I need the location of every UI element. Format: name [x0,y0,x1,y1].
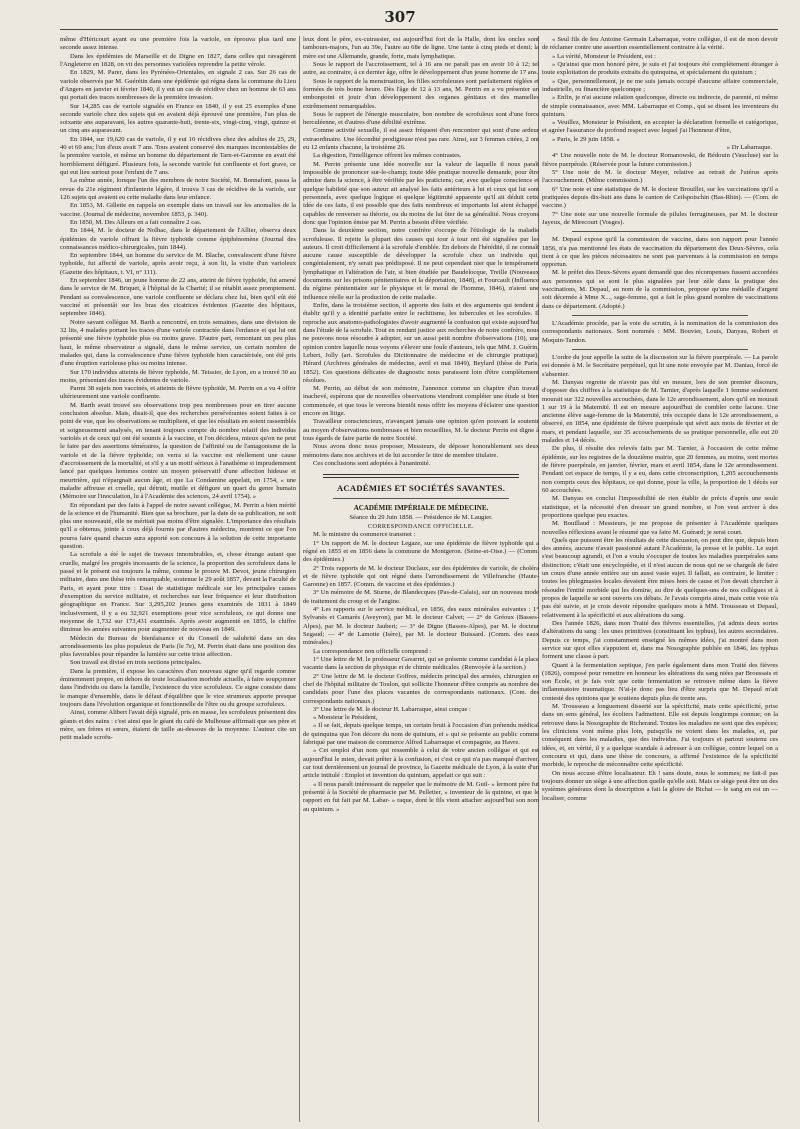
paragraph: M. Depaul expose qu'il la commission de vaccine, dans son rapport pour l'année 1856, n'a pas mentionné les états de vaccination du département des Deux-Sèvres, cela tient à ce que les pièces nécessaires ne sont pas parvenues à la commission en temps opportun. [542,236,778,269]
paragraph: 7° Une note sur une nouvelle formule de pilules ferrugineuses, par M. le docteur Jayeux, de Mirecourt (Vosges). [542,210,778,226]
paragraph: 1° Un rapport de M. le docteur Legaze, sur une épidémie de fièvre typhoïde qui a régné en 1855 et en 1856 dans la commune de Montgeron. (Seine-et-Oise.) — (Comm. des épidémies.) [303,539,539,564]
paragraph: Notre savant collègue M. Barth a rencontré, en trois semaines, dans une division de 32 lits, 4 malades portant les traces d'une variole contractée dans l'enfance et qui lui ont présenté une fièvre typhoïde plus ou moins grave. D'autre part, remontant un peu plus haut, le même observateur a signalé, dans le même service, un certain nombre de malades qui, dans la convalescence d'une fièvre typhoïde bien caractérisée, ont été pris d'une éruption varioleuse plus ou moins intense. [60,318,296,368]
paragraph: 5° Une note de M. le docteur Meyer, relative au retrait de l'utérus après l'accouchement. (Même commission.) [542,169,778,185]
paragraph: La correspondance non officielle comprend : [313,647,432,655]
column-middle [303,36,539,1122]
paragraph: Travailleur consciencieux, n'avançant jamais une opinion qu'en pouvant la soutenir au moyen d'observations nombreuses et bien recueillies, M. le docteur Perrin est digne à tous égards de faire partie de notre Société. [303,418,539,442]
paragraph: leux dont le père, ex-cuirassier, est aujourd'hui fort de la Halle, dont les oncles sont tambours-majors, l'un au 39e, l'autre au 68e de ligne. Une tante à cinq pieds et demi; la mère est une Allemande, grande, forte, mais lymphatique. [303,36,539,60]
paragraph: La même année, lorsque l'un des membres de notre Société, M. Bonnafont, passa la revue du 21e régiment d'infanterie légère, il trouva 3 cas de récidive de la variole, sur 126 sujets qui avaient eu cette maladie dans leur enfance. [60,177,296,201]
paragraph: Son travail est divisé en trois sections principales. [70,659,202,667]
paragraph: En répondant par des faits à l'appel de notre savant collègue, M. Perrin a bien mérité de la science et de l'humanité. Bien que sa brochure, par la date de sa publication, ne soit plus une nouveauté, elle ne méritait pas moins d'être signalée. L'importance des résultats qu'il a obtenus, jointe à ceux déjà fournis par d'autres médecins, montrent ce que l'on pourra faire quand chacun aura apporté son concours à la solution de cette importante question. [60,501,296,551]
paragraph: En 1853, M. Gillette en rappela un exemple dans un travail sur les anomalies de la vaccine. (Journal de médecine, novembre 1853, p. 340). [60,202,296,218]
paragraph: L'Académie procède, par la voie du scrutin, à la nomination de la commission des correspondants nationaux. Sont nommés : MM. Bouvier, Louis, Danyau, Robert et Moquin-Tandon. [542,320,778,344]
paragraph: 2° Trois rapports de M. le docteur Duclaux, sur des épidémies de variole, de choléra et de fièvre typhoïde qui ont régné dans l'arrondissement de Villefranche (Haute-Garonne) en 1857. (Comm. de vaccine et des épidémies.) [303,564,539,589]
page-number: 307 [384,8,416,26]
short-rule [572,315,748,316]
column-left [60,36,296,1122]
letter-signature: » Dr Labarraque. [726,144,772,152]
paragraph: Enfin, dans la troisième section, il apporte des faits et des arguments qui tendent à établir qu'il y a identité parfaite entre le rachitisme, les tubercules et les scrofules. Il reproche aux anatomo-pathologistes d'avoir augmenté la confusion qui existe aujourd'hui dans l'étude de la scrofule. Tout en rendant justice aux recherches de notre confrère, nous ne pouvons nous résoudre à adopter, sur un aussi petit nombre d'observations (10), une opinion contre laquelle nous voyons s'élever une foule d'auteurs, tels que MM. J. Guérin, Lebert, Jolly (art. Scrofules du Dictionnaire de médecine et de chirurgie pratique), Hérard (Archives générales de médecine, avril et mai 1849), Beylard (thèse de Paris, 1852). Ces questions délicates de diagnostic nous paraissent loin d'être complètement résolues. [303,302,539,384]
paragraph: De plus, il résulte des relevés faits par M. Tarnier, à l'occasion de cette même épidémie, sur les registres de la douzième mairie, que 20 femmes, au moins, sont mortes de fièvre puerpérale, en janvier, février, mars et avril 1854, dans le 12e arrondissement. Pendant cet espace de temps, il y a eu, dans cette circonscription, 1,205 accouchements non compris ceux des hôpitaux, ce qui donne, pour la ville, la proportion de 1 décès sur 60 accouchées. [542,445,778,494]
paragraph: En septembre 1844, un homme du service de M. Blache, convalescent d'une fièvre typhoïde, fut affecté de variole, après avoir reçu, à son lit, la visite d'un varioleux (Gazette des hôpitaux, t. VI, n° 111). [60,252,296,276]
paragraph: 3° Une lettre de M. le docteur H. Labarraque, ainsi conçue : [313,705,471,713]
paragraph: En 1829, M. Parer, dans les Pyrénées-Orientales, en signale 2 cas. Sur 26 cas de variole observés par M. Guérétin dans une épidémie qui régna dans la commune du Lieu d'Angers en janvier et février 1840, il y eut un cas de récidive chez un homme de 63 ans qui portait des traces nombreuses de la première invasion. [60,69,296,102]
correspondence-label: CORRESPONDANCE OFFICIELLE. [368,523,474,531]
paragraph: En 1844, sur 19,620 cas de variole, il y eut 10 récidives chez des adultes de 25, 29, 40 et 60 ans; l'un d'eux avait 7 ans. Tous avaient conservé des marques incontestables de la première variole, et même un homme du département de Tarn-et-Garonne en avait été horriblement défiguré. Plusieurs fois, la seconde variole fut confluente et fort grave, ce qui eut lieu surtout pour l'enfant de 7 ans. [60,135,296,176]
section-subheading: ACADÉMIE IMPÉRIALE DE MÉDECINE. [353,504,489,513]
paragraph: Des l'année 1826, dans mon Traité des fièvres essentielles, j'ai admis deux sortes d'altérations du sang : les unes primitives (constituant les typhus), les autres secondaires. Depuis ce temps, j'ai constamment enseigné les mêmes idées, j'ai montré dans mon service sur quoi elles s'appuient et, dans ma Nosographie publiée en 1846, les typhus forment une classe à part. [542,619,778,661]
paragraph: « Seul fils de feu Antoine Germain Labarraque, votre collègue, il est de mon devoir de réclamer contre une assertion essentiellement contraire à la vérité. [542,36,778,52]
paragraph: » La vérité, Monsieur le Président, est : [552,52,656,60]
header-rule [60,29,778,30]
paragraph: M. Perrin présente une idée nouvelle sur la valeur de laquelle il nous paraît impossible de prononcer sur-le-champ; toute idée pratique nouvelle demande, pour être admise dans la science, à être vérifiée par les praticiens; car, avec quelque conscience et quelque habileté que son auteur ait analysé les faits antérieurs à lui et ceux qui lui sont personnels, avec quelque logique et quelque légitimité apparente qu'il ait déduit cette idée de ces faits, il est possible que des faits nombreux et importants lui aient échappé, capables de renverser sa théorie, ou du moins de lui ôter de sa généralité. Nous croyons donc que l'opinion émise par M. Perrin a besoin d'être vérifiée. [303,160,539,226]
paragraph: Dans les épidémies de Marseille et de Digne en 1827, dans celles qui ravagèrent l'Angleterre en 1828, on vit des personnes variolées reprendre la petite vérole. [60,52,296,68]
paragraph: » Enfin, je n'ai aucune relation quelconque, directe ou indirecte, de parenté, ni même de simple connaissance, avec MM. Labarraque et Comp., qui se disent les inventeurs du quinium. [542,94,778,118]
paragraph: Sous le rapport de l'accroissement, tel à 16 ans ne paraît pas en avoir 10 à 12; tel autre, au contraire, à ce dernier âge, offre le développement d'un jeune homme de 17 ans. [303,60,539,77]
paragraph: En 1850, M. Des Alleurs en a fait connaître 2 cas. [70,218,202,226]
paragraph: même d'Héricourt ayant eu une première fois la variole, en éprouva plus tard une seconde assez intense. [60,36,296,52]
paragraph: La digestion, l'intelligence offrent les mêmes contrastes. [313,152,462,160]
column-right [542,36,778,1122]
paragraph: » Que, personnellement, je ne me suis jamais occupé d'aucune affaire commerciale, industrielle, ou financière quelconque ; [542,77,778,93]
paragraph: Dans la deuxième section, notre confrère s'occupe de l'étiologie de la maladie scrofuleuse. Il rejette la plupart des causes qui tour à tour ont été signalées par les auteurs. Il croit difficilement à la scrofule d'emblée. En dehors de l'hérédité, il ne connaît aucune cause susceptible de développer la scrofule chez un individu qui, congénialement, n'y serait pas prédisposé. Il ne peut cependant nier que le tempérament lymphatique et l'altération de l'air, si bien étudiée par Baudelocque, Treille (Nouveaux documents sur les prisons pénitentiaires et la déportation, 1848), et Fourcault (Influence du régime pénitentiaire sur le physique et le moral de l'homme, 1846), n'aient une influence réelle sur la production de cette maladie. [303,227,539,301]
short-rule [333,498,509,499]
paragraph: Dans la première, il expose les caractères d'un nouveau signe qu'il regarde comme éminemment propre, en dehors de toute localisation morbide actuelle, à faire soupçonner dans l'individu ou dans la famille, l'existence du vice scrofuleux. Ce signe consiste dans le manque d'ensemble, dans le défaut d'équilibre que le vice strumeux apporte presque toujours dans l'évolution organique et fonctionnelle de l'être ou du groupe scrofuleux. [60,667,296,708]
paragraph: 6° Une note et une statistique de M. le docteur Brouillet, sur les vaccinations qu'il a pratiquées depuis dix-huit ans dans le canton de Ceilspoischin (Bas-Rhin). — (Com. de vaccine.) [542,185,778,210]
paragraph: Sous le rapport de l'énergie musculaire, bon nombre de scrofuleux sont d'une force herculéenne, et d'autres d'une débilité extrême. [303,110,539,127]
short-rule [572,231,748,232]
column-divider [299,36,300,1122]
paragraph: « Il nous paraît intéressant de rappeler que le mémoire de M. Guil- » lermont père fut présenté à la Société de pharmacie par M. Pelletier, » inventeur de la quinine, et que le rapport en fut fait par M. Labar- » raque, dont le fils vient attacher aujourd'hui son nom au quinium. » [303,780,539,813]
paragraph: M. Danyau regrette de n'avoir pas été en mesure, lors de son premier discours, d'opposer des chiffres à la statistique de M. Tarnier, d'après laquelle 1 femme seulement mourait sur 322 nouvelles accouchées, dans le 12e arrondissement, alors qu'il en mourait 1 sur 19 à la Maternité. Il est en mesure aujourd'hui de combler cette lacune. Une ancienne élève sage-femme de la Maternité, très occupée dans le 12e arrondissement, a observé, en 1854, une épidémie de fièvre puerpérale qui sévit aux mois de février et de mars, et pendant laquelle, sur 35 accouchements de sa pratique personnelle, elle eut 20 malades et 14 décès. [542,378,778,445]
paragraph: » Qu'ainsi que mon honoré père, je suis et j'ai toujours été complètement étranger à toute exploitation de produits extraits du quinquina, et spécialement du quinium ; [542,60,778,77]
paragraph: M. Bouillaud : Messieurs, je me propose de présenter à l'Académie quelques nouvelles réflexions avant le résumé que va faire M. Guérard; je serai court. [542,520,778,536]
paragraph: « Monsieur le Président, [313,714,378,722]
paragraph: Sous le rapport de la menstruation, les filles scrofuleuses sont parfaitement réglées et formées de très bonne heure. Dès l'âge de 12 à 13 ans, M. Perrin en a vu présenter un embonpoint et jouir d'un développement des organes génitaux et des mamelles extrêmement remarquables. [303,77,539,110]
paragraph: Quant à la fermentation septique, j'en parle également dans mon Traité des fièvres (1826), composé pour remettre en honneur les altérations du sang niées par Broussais et son École, et je fais voir que cette fermentation se retrouve même dans la fièvre inflammatoire traumatique. N'ai-je donc pas lieu d'être surpris que M. Depaul m'ait contesté des opinions que je soutiens depuis plus de trente ans. [542,661,778,702]
paragraph: 4° Les rapports sur le service médical, en 1856, des eaux minérales suivantes : 1° Sylvanès et Camarès (Aveyron), par M. le docteur Calvet; — 2° de Gréoux (Basses-Alpes), par M. le docteur Jaubert; — 3° de Digne (Basses-Alpes), par M. le docteur Segaud; — 4° de Lamotte (Isère), par M. le docteur Buissard. (Comm. des eaux minérales.) [303,606,539,647]
session-line: Séance du 29 Juin 1858. — Présidence de M. Laugier. [349,514,493,522]
paragraph: En 1844, M. le docteur de Nolhac, dans le département de l'Allier, observa deux épidémies de variole offrant la fièvre typhoïde comme épiphénomène (Journal des connaissances médico-chirurgicales, juin 1844). [60,227,296,251]
paragraph: Nous avons donc nous proposer, Messieurs, de déposer honorablement ses deux mémoires dans nos archives et de lui accorder le titre de membre titulaire. [303,443,539,459]
paragraph: On nous accuse d'être localisateur. Eh ! sans doute, nous le sommes; ne fait-il pas toujours donner un siège à une affection quelle qu'elle soit. Mais ce siège peut être un des systèmes généraux dont la description a fait la gloire de Bichat — le sang en est un — localiser, comme [542,769,778,802]
short-rule [572,349,748,350]
paragraph: 2° Une lettre de M. le docteur Goffres, médecin principal des armées, chirurgien en chef de l'hôpital militaire de Toulon, qui sollicite l'honneur d'être compris au nombre des candidats pour l'une des places vacantes de correspondants nationaux. (Com. des correspondants nationaux.) [303,672,539,705]
paragraph: M. Barth avait trouvé ses observations trop peu nombreuses pour en tirer aucune conclusion absolue. Mais, disait-il, que des recherches persévérantes soient faites à ce point de vue, que les observations se multiplient, et que les résultats en soient rassemblés et soigneusement analysés, en tenant toujours compte du nombre relatif des individus variolés et de ceux qui ont été soumis à la vaccine, et l'on décidera, mieux qu'on ne peut le faire par des assertions téméraires, la question de l'affinité ou de l'antagonisme de la variole et de la fièvre typhoïde; on verra si la vaccine est réellement une cause d'accroissement de la mortalité, et s'il y a un motif sérieux à l'anathème si imprudemment lancé par quelques hommes contre un moyen préservatif d'une affection hideuse et meurtrière, qui n'épargnait aucun âge, et que La Condamine appelait, en 1754, « une maladie affreuse et cruelle, qui détruit, mutile et défigure un quart du genre humain (Mémoire sur l'inoculation, lu à l'Académie des sciences, 24 avril 1754). » [60,401,296,501]
paragraph: 4° Une nouvelle note de M. le docteur Romanowski, de Bédouin (Vaucluse) sur la fièvre puerpérale. (Réservée pour la future commission.) [542,152,778,168]
paragraph: Sur 170 individus atteints de fièvre typhoïde, M. Teissier, de Lyon, en a trouvé 30 au moins, présentant des traces évidentes de variole. [60,368,296,384]
paragraph: M. le préfet des Deux-Sèvres ayant demandé que des récompenses fussent accordées aux personnes qui se sont le plus signalées par leur zèle dans la pratique des vaccinations, M. Depaul, au nom de la commission, propose qu'une médaille d'argent soit décernée à Mme X..., sage-femme, qui a fait le plus grand nombre de vaccinations dans ce département. (Adopté.) [542,269,778,310]
letter-date: » Paris, le 29 juin 1858. » [552,135,620,143]
paragraph: » Cet emploi d'un nom qui ressemble à celui de votre ancien collègue et qui est aujourd'hui le mien, devait prêter à la confusion, et c'est ce qui n'a pas manqué d'arriver, car tout dernièrement un journal de province, la Gazette médicale de Lyon, à la suite d'un article intitulé : Emploi et invention du quinium, appelait ce qui suit : [303,747,539,780]
paragraph: 1° Une lettre de M. le professeur Gavarret, qui se présente comme candidat à la place vacante dans la section de physique et de chimie médicales. (Renvoyée à la section.) [303,655,539,672]
paragraph: Comme activité sexuelle, il est assez fréquent d'en rencontrer qui sont d'une ardeur extraordinaire. Une fécondité prodigieuse n'est pas rare. Ainsi, sur 3 femmes citées, 2 ont eu 12 enfants chacune, la troisième 26. [303,127,539,152]
paragraph: » Veuillez, Monsieur le Président, en accepter la déclaration formelle et catégorique, et agréer l'assurance du profond respect avec lequel j'ai l'honneur d'être, [542,119,778,135]
paragraph: Ces conclusions sont adoptées à l'unanimité. [313,459,431,467]
paragraph: Quels que puissent être les résultats de cette discussion, on peut dire que, depuis bien des années, aucune n'avait passionné autant l'Académie, la presse et le public. Le sujet s'est beaucoup agrandi, et l'on a voulu s'occuper de toutes les maladies puerpérales sans distinction; c'était une encyclopédie, et il n'est aucun de nous qui ne se chargeât de faire un cours d'une année entière sur un aussi vaste sujet. Il fallait, au contraire, le limiter : toutes les phlegmasies locales devaient être mises hors de cause et l'on devait chercher à résoudre l'entité morbide qui les domine, au dire de quelques-uns de nos collègues et à propos de laquelle se sont ouverts ces débats. Je l'avais compris ainsi, mais cette voie n'a pas été suivie, et je crois devoir répondre quelques mots à MM. Trousseau et Depaul, relativement à la spécificité et aux altérations du sang. [542,536,778,619]
paragraph: L'ordre du jour appelle la suite de la discussion sur la fièvre puerpérale. — La parole est donnée à M. le Secrétaire perpétuel, qui lit une note envoyée par M. Dantau, forcé de s'absenter. [542,353,778,378]
paragraph: La scrofule a été le sujet de travaux innombrables, et, chose étrange autant que cruelle, malgré les progrès incessants de la science, la proportion des scrofuleux dans le passé et le présent est toujours la même, comme le prouve M. Devot, jeune chirurgien militaire, dans une thèse très remarquable, soutenue le 29 août 1857, devant la Faculté de Paris, et ayant pour titre : Essai de statistique médicale sur les principales causes d'exemption du service militaire, et recherches sur leur fréquence et leur distribution géographique en France. Sur 3,295,202 jeunes gens examinés de 1831 à 1849 inclusivement, il y a eu 32,921 exemptions pour vice scrofuleux, ce qui donne une moyenne de 1,732 sur 173,431 examinés. Après avoir augmenté en 1855, le chiffre diminue les années suivantes pour augmenter de nouveau en 1849. [60,551,296,634]
section-heading: ACADÉMIES ET SOCIÉTÉS SAVANTES. [336,483,506,494]
paragraph: Parmi 38 sujets non vaccinés, et atteints de fièvre typhoïde, M. Perrin en a vu 4 offrir ultérieurement une variole confluente. [60,385,296,401]
section-rule [323,474,519,478]
paragraph: M. Danyau en conclut l'impossibilité de rien établir de précis d'après une seule statistique, et la nécessité d'en dresser un grand nombre, si l'on veut arriver à des proportions quelque peu exactes. [542,495,778,519]
paragraph: Sur 14,285 cas de variole signalés en France en 1840, il y eut 25 exemples d'une seconde variole chez des sujets qui en avaient déjà éprouvé une première, l'un plus de soixante ans auparavant, les autres quarante-huit, trente-six, vingt-cinq, vingt, quinze et un cinq ans auparavant. [60,102,296,135]
paragraph: En septembre 1846, un jeune homme de 22 ans, atteint de fièvre typhoïde, fut amené dans le service de M. Briquet, à l'hôpital de la Charité; il se rétablit assez promptement. Pendant sa convalescence, une variole confluente se déclara chez lui, bien qu'il eût été vacciné et présentât sur les bras des cicatrices évidentes (Gazette des hôpitaux, septembre 1846). [60,277,296,318]
paragraph: M. Trousseau a longuement disserté sur la spécificité, mais cette spécificité, prise dans un sens général, les écoliers l'admettent. Elle est depuis longtemps connue; on la retrouve dans la Nosographie de Richerand. Toutes les maladies ne sont que des espèces; les cliniciens vont même plus loin, puisqu'ils ne voient dans les malades, et, par conséquent dans les maladies, que des individus. J'ai toujours et partout soutenu ces idées, et, en vérité, il y a quelque scandale à adresser à un collègue, contre lequel on a concouru et qui, dans une thèse de concours, a affirmé l'existence de la spécificité morbide, le reproche de méconnaître cette spécificité. [542,703,778,769]
paragraph: 3° Un mémoire de M. Sturne, de Blandecques (Pas-de-Calais), sur un nouveau mode de traitement du croup et de l'angine. [303,589,539,605]
paragraph: » Il se fait, depuis quelque temps, un certain bruit à l'occasion d'un prétendu médical de quinquina que l'on décore du nom de quinium, et » qui se présente au public comme fabriqué par une maison de commerce Alfred Labarraque et compagnie, au Havre. [303,722,539,747]
paragraph: M. le ministre du commerce transmet : [313,531,416,539]
paragraph: Médecin du Bureau de bienfaisance et du Conseil de salubrité dans un des arrondissements les plus populeux de Paris (le 7e), M. Perrin était dans une position des plus favorables pour répandre la lumière sur cette triste affection. [60,634,296,659]
paragraph: M. Perrin, au début de son mémoire, l'annonce comme un chapitre d'un travail inachevé, espérons que de nouvelles observations viendront compléter une étude si bien commencée, et que tous le verrons bientôt nous offrir les moyens d'éclairer une question encore en litige. [303,385,539,418]
paragraph: Ainsi, comme Alibert l'avait déjà signalé, pris en masse, les scrofuleux présentent des géants et des nains : c'est ainsi que le géant du café de Mulhouse affirmait que ses père et mère, ses frères et sœurs, étaient de taille au-dessous de la moyenne. L'auteur cite un petit malade scrofu- [60,709,296,742]
